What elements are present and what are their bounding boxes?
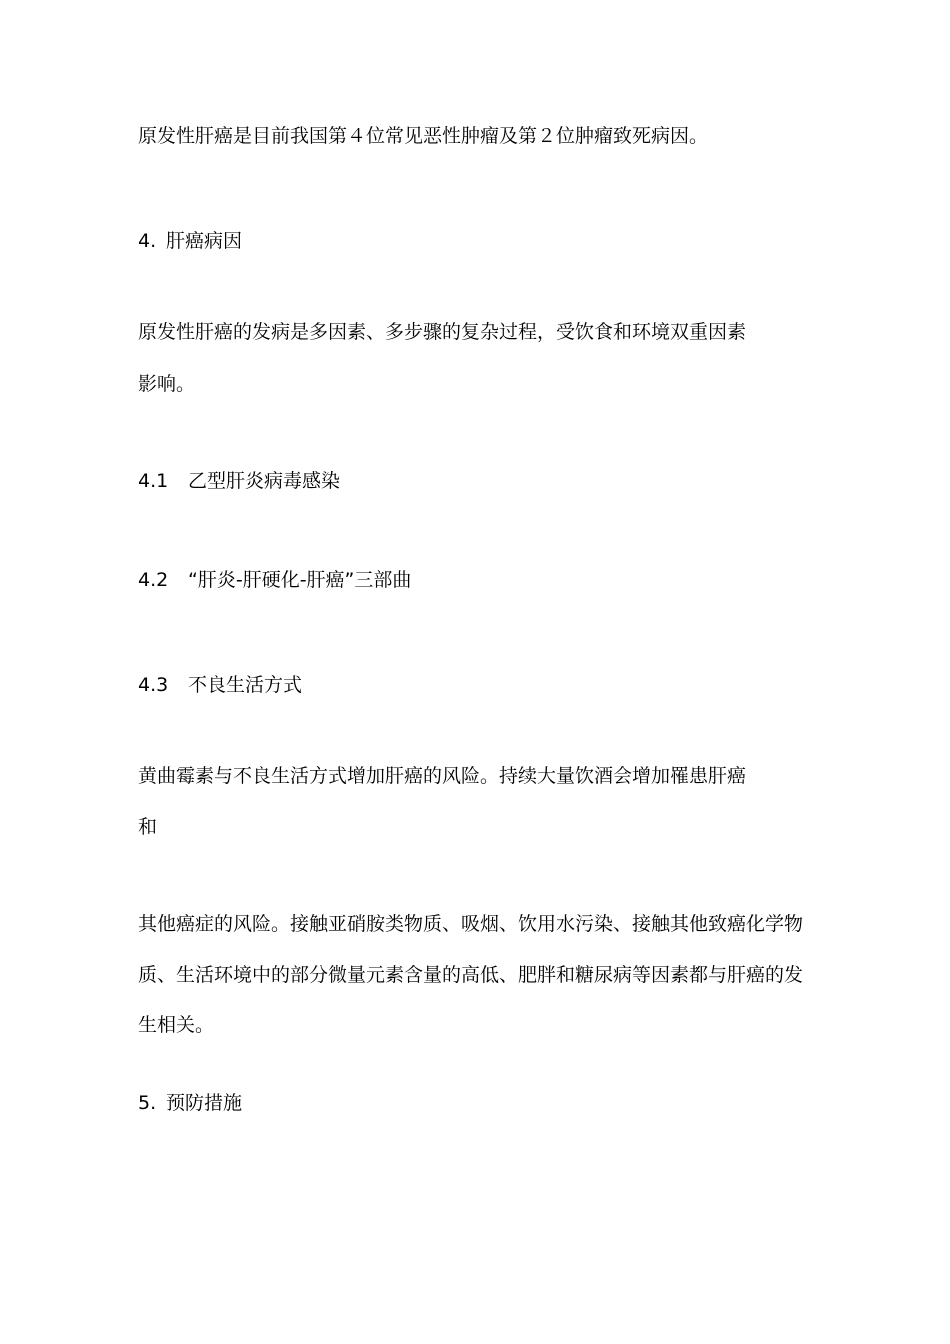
- paragraph-lifestyle-line-2: 和: [138, 816, 158, 838]
- paragraph-risk-line-2: 质、生活环境中的部分微量元素含量的高低、肥胖和糖尿病等因素都与肝癌的发: [138, 964, 804, 986]
- paragraph-risk-line-3: 生相关。: [138, 1014, 215, 1036]
- paragraph-causes-line-2: 影响。: [138, 373, 196, 395]
- heading-section-4: [138, 229, 242, 253]
- heading-section-5: [138, 1091, 242, 1115]
- heading-title: 预防措施: [166, 1092, 243, 1114]
- heading-section-4-2: [138, 568, 411, 592]
- paragraph-causes-line-1: 原发性肝癌的发病是多因素、多步骤的复杂过程，受饮食和环境双重因素: [138, 321, 747, 343]
- heading-number: 4.1: [138, 470, 169, 492]
- heading-title: 乙型肝炎病毒感染: [188, 470, 341, 492]
- heading-number: 4.3: [138, 674, 169, 696]
- heading-title: 不良生活方式: [188, 674, 303, 696]
- paragraph-lifestyle-line-1: 黄曲霉素与不良生活方式增加肝癌的风险。持续大量饮酒会增加罹患肝癌: [138, 765, 747, 787]
- heading-number: 4.2: [138, 569, 169, 591]
- heading-title: “肝炎-肝硬化-肝癌”三部曲: [188, 569, 412, 591]
- heading-number: 4.: [138, 230, 157, 252]
- paragraph-intro: 原发性肝癌是目前我国第４位常见恶性肿瘤及第２位肿瘤致死病因。: [138, 125, 709, 147]
- paragraph-risk-line-1: 其他癌症的风险。接触亚硝胺类物质、吸烟、饮用水污染、接触其他致癌化学物: [138, 913, 804, 935]
- heading-title: 肝癌病因: [166, 230, 243, 252]
- heading-section-4-1: [138, 469, 340, 493]
- heading-number: 5.: [138, 1092, 157, 1114]
- heading-section-4-3: [138, 673, 302, 697]
